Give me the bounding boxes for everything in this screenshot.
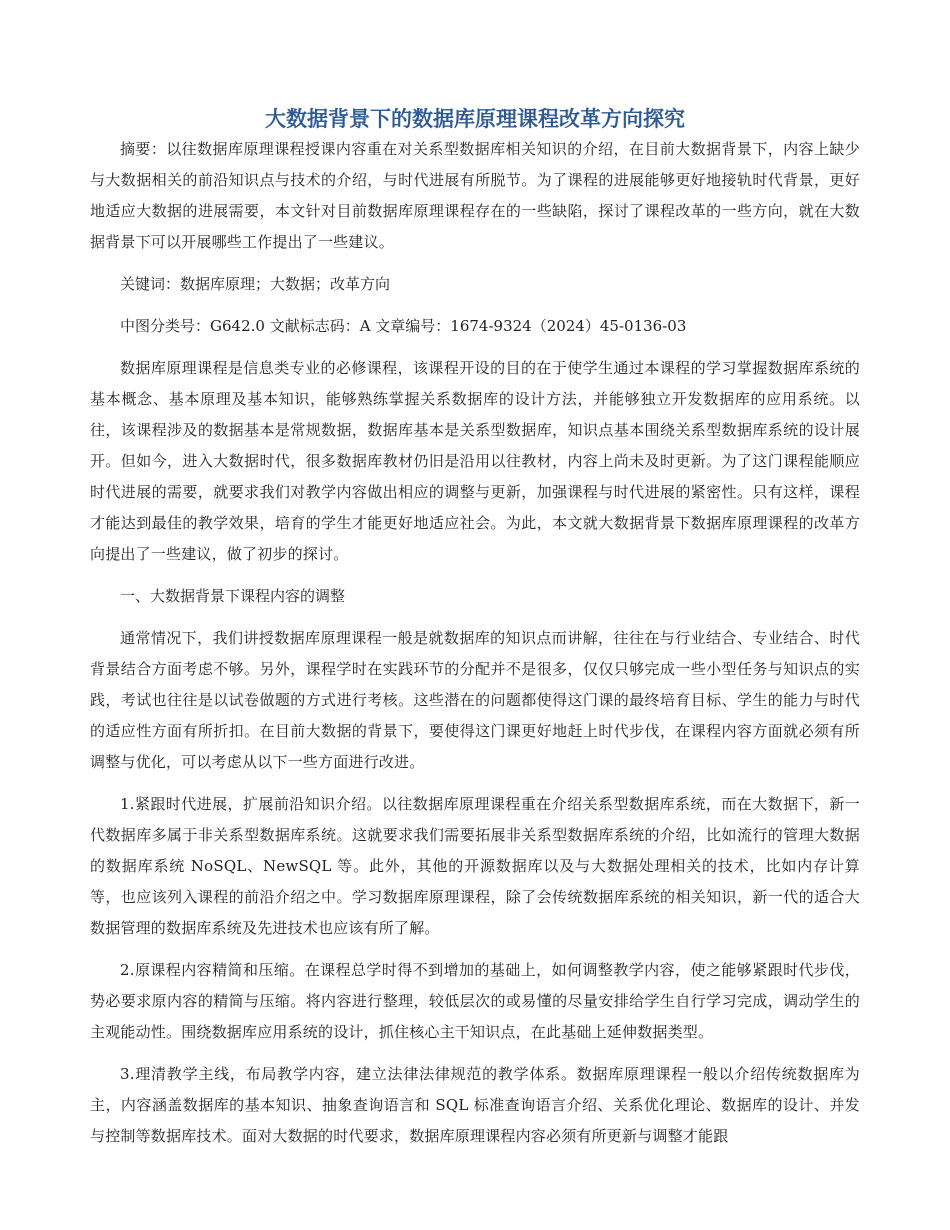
section-body-paragraph: 通常情况下，我们讲授数据库原理课程一般是就数据库的知识点而讲解，往往在与行业结合、专业结合、时代背景结合方面考虑不够。另外，课程学时在实践环节的分配并不是很多，仅仅只够完成一些小型任务与知识点的实践，考试也往往是以试卷做题的方式进行考核。这些潜在的问题都使得这门课的最终培育目标、学生的能力与时代的适应性方面有所折扣。在目前大数据的背景下，要使得这门课更好地赶上时代步伐，在课程内容方面就必须有所调整与优化，可以考虑从以下一些方面进行改进。: [90, 629, 860, 771]
point-2-paragraph: 2.原课程内容精简和压缩。在课程总学时得不到增加的基础上，如何调整教学内容，使之能够紧跟时代步伐，势必要求原内容的精简与压缩。将内容进行整理，较低层次的或易懂的尽量安排给学生自行学习完成，调动学生的主观能动性。围绕数据库应用系统的设计，抓住核心主干知识点，在此基础上延伸数据类型。: [90, 961, 860, 1041]
point-1-paragraph: 1.紧跟时代进展，扩展前沿知识介绍。以往数据库原理课程重在介绍关系型数据库系统，而在大数据下，新一代数据库多属于非关系型数据库系统。这就要求我们需要拓展非关系型数据库系统的介绍，比如流行的管理大数据的数据库系统 NoSQL、NewSQL 等。此外，其他的开源数据库以及与大数据处理相关的技术，比如内存计算等，也应该列入课程的前沿介绍之中。学习数据库原理课程，除了会传统数据库系统的相关知识，新一代的适合大数据管理的数据库系统及先进技术也应该有所了解。: [90, 795, 860, 937]
section-heading: 一、大数据背景下课程内容的调整: [120, 587, 346, 605]
intro-paragraph: 数据库原理课程是信息类专业的必修课程，该课程开设的目的在于使学生通过本课程的学习掌握数据库系统的基本概念、基本原理及基本知识，能够熟练掌握关系数据库的设计方法，并能够独立开发数据库的应用系统。以往，该课程涉及的数据基本是常规数据，数据库基本是关系型数据库，知识点基本围绕关系型数据库系统的设计展开。但如今，进入大数据时代，很多数据库教材仍旧是沿用以往教材，内容上尚未及时更新。为了这门课程能顺应时代进展的需要，就要求我们对教学内容做出相应的调整与更新，加强课程与时代进展的紧密性。只有这样，课程才能达到最佳的教学效果，培育的学生才能更好地适应社会。为此，本文就大数据背景下数据库原理课程的改革方向提出了一些建议，做了初步的探讨。: [90, 359, 860, 563]
point-3-paragraph: 3.理清教学主线，布局教学内容，建立法律法律规范的教学体系。数据库原理课程一般以介绍传统数据库为主，内容涵盖数据库的基本知识、抽象查询语言和 SQL 标准查询语言介绍、关系优化理论、数据库的设计、并发与控制等数据库技术。面对大数据的时代要求，数据库原理课程内容必须有所更新与调整才能跟: [90, 1065, 860, 1145]
classification-line: 中图分类号：G642.0 文献标志码：A 文章编号：1674-9324（2024）45-0136-03: [120, 317, 687, 335]
article-title: 大数据背景下的数据库原理课程改革方向探究: [265, 107, 685, 131]
abstract-paragraph: 摘要：以往数据库原理课程授课内容重在对关系型数据库相关知识的介绍，在目前大数据背景下，内容上缺少与大数据相关的前沿知识点与技术的介绍，与时代进展有所脱节。为了课程的进展能够更好地接轨时代背景，更好地适应大数据的进展需要，本文针对目前数据库原理课程存在的一些缺陷，探讨了课程改革的一些方向，就在大数据背景下可以开展哪些工作提出了一些建议。: [90, 140, 860, 251]
keywords-line: 关键词：数据库原理；大数据；改革方向: [120, 275, 391, 293]
